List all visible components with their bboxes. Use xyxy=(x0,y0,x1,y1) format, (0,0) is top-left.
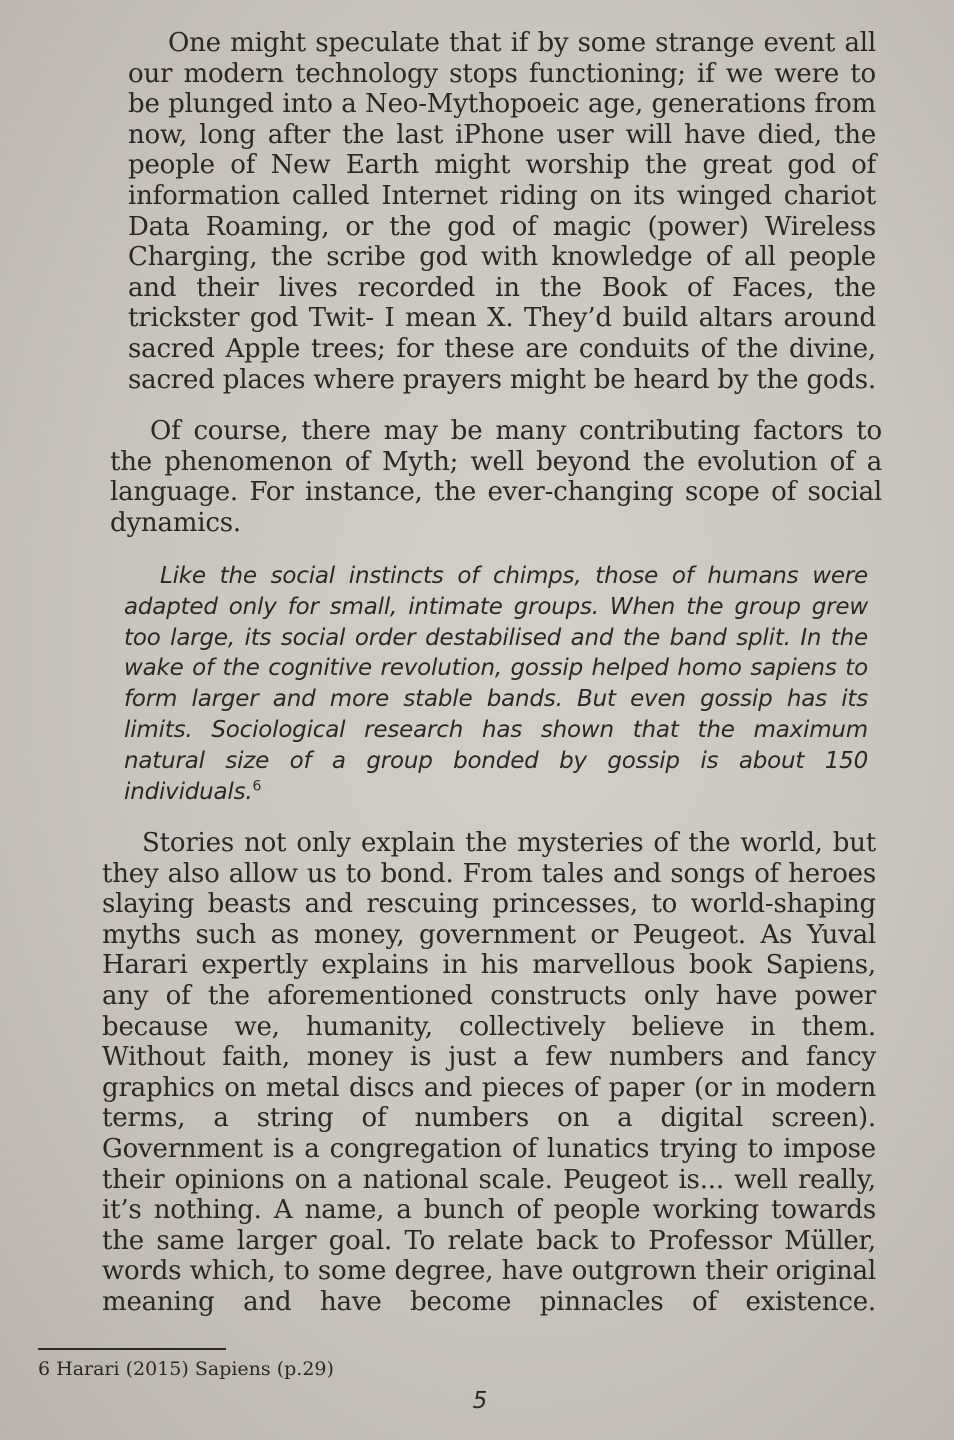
block-quote xyxy=(124,561,868,807)
paragraph-1: One might speculate that if by some strange event all our modern technology stops functioning; if we were to be plunged into a Neo-Mythopoeic age, generations from now, long after the last iPhone user will have died, the people of New Earth might worship the great god of information called Internet riding on its winged chariot Data Roaming, or the god of magic (power) Wireless Charging, the scribe god with knowledge of all people and their lives recorded in the Book of Faces, the trickster god Twit- I mean X. They’d build altars around sacred Apple trees; for these are conduits of the divine, sacred places where prayers might be heard by the gods. xyxy=(128,28,876,395)
footnote-reference: 6 xyxy=(252,777,262,794)
footnote-divider xyxy=(38,1348,226,1350)
paragraph-3: Stories not only explain the mysteries of the world, but they also allow us to bond. From tales and songs of heroes slaying beasts and rescuing princesses, to world-shaping myths such as money, government or Peugeot. As Yuval Harari expertly explains in his marvellous book Sapiens, any of the aforementioned constructs only have power because we, humanity, collectively believe in them. Without faith, money is just a few numbers and fancy graphics on metal discs and pieces of paper (or in modern terms, a string of numbers on a digital screen). Government is a congregation of lunatics trying to impose their opinions on a national scale. Peugeot is... well really, it’s nothing. A name, a bunch of people working towards the same larger goal. To relate back to Professor Müller, words which, to some degree, have outgrown their original meaning and have become pinnacles of existence. xyxy=(102,828,876,1317)
footnote: 6 Harari (2015) Sapiens (p.29) xyxy=(38,1358,334,1380)
paragraph-2: Of course, there may be many contributing factors to the phenomenon of Myth; well beyond the evolution of a language. For instance, the ever-changing scope of social dynamics. xyxy=(110,416,882,538)
page-number: 5 xyxy=(472,1388,488,1414)
block-quote-text: Like the social instincts of chimps, those of humans were adapted only for small, intimate groups. When the group grew too large, its social order destabilised and the band split. In the wake of the cognitive revolution, gossip helped homo sapiens to form larger and more stable bands. But even gossip has its limits. Sociological research has shown that the maximum natural size of a group bonded by gossip is about 150 individuals. xyxy=(124,563,868,805)
